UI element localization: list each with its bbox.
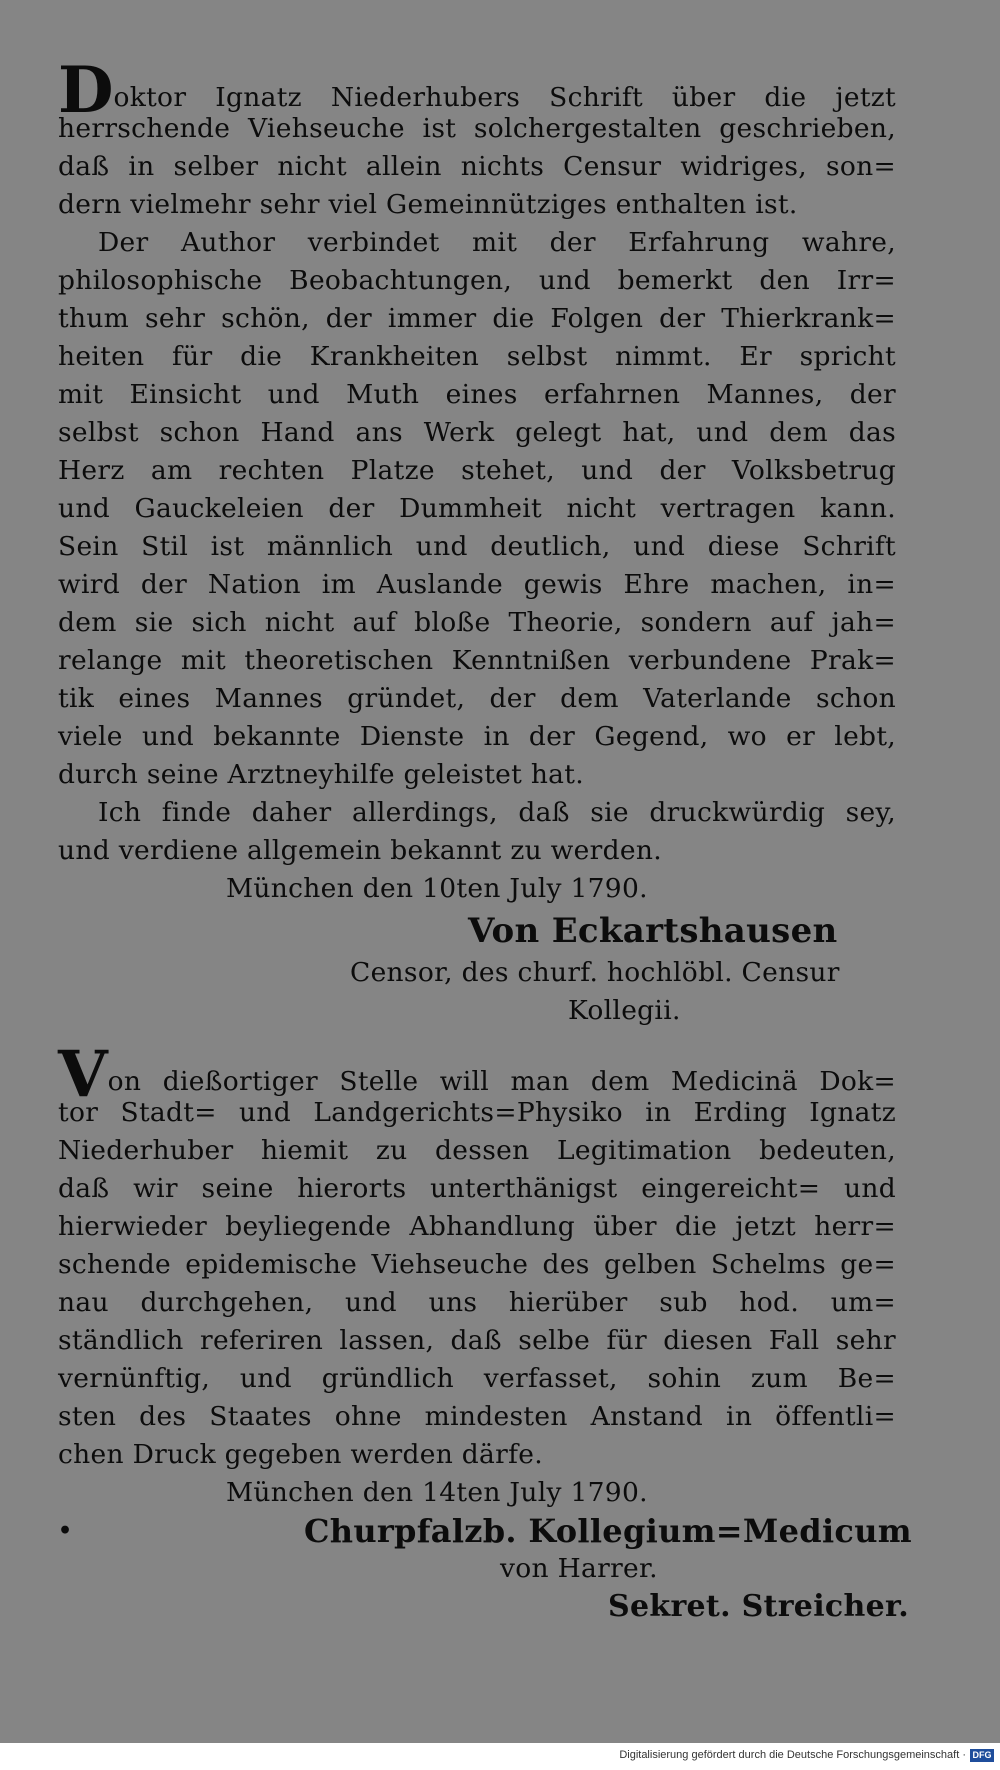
paragraph-2-line: durch seine Arztneyhilfe geleistet hat.	[58, 759, 584, 790]
censor-date: München den 10ten July 1790.	[226, 873, 648, 904]
paragraph-4-line: sten des Staates ohne mindesten Anstand in öffentli=	[58, 1401, 896, 1432]
footer-bar	[0, 1743, 1000, 1770]
censor-name: Von Eckartshausen	[468, 911, 838, 951]
signer-harrer: von Harrer.	[500, 1553, 658, 1584]
censor-title: Censor, des churf. hochlöbl. Censur	[350, 957, 840, 988]
paragraph-2-line: Sein Stil ist männlich und deutlich, und diese Schrift	[58, 531, 896, 562]
paragraph-2-line: wird der Nation im Auslande gewis Ehre machen, in=	[58, 569, 896, 600]
paragraph-4-line: ständlich referiren lassen, daß selbe für diesen Fall sehr	[58, 1325, 896, 1356]
paragraph-2-line: Herz am rechten Platze stehet, und der Volksbetrug	[58, 455, 896, 486]
paragraph-4-line: hierwieder beyliegende Abhandlung über die jetzt herr=	[58, 1211, 896, 1242]
funding-credit: Digitalisierung gefördert durch die Deutsche Forschungsgemeinschaft ·	[619, 1749, 966, 1761]
paragraph-1-line-text: oktor Ignatz Niederhubers Schrift über die jetzt	[113, 82, 896, 113]
college-name	[58, 1512, 912, 1550]
paragraph-4-line: Niederhuber hiemit zu dessen Legitimation bedeuten,	[58, 1135, 896, 1166]
paragraph-2-line: und Gauckeleien der Dummheit nicht vertragen kann.	[58, 493, 896, 524]
paragraph-1-line	[58, 53, 896, 128]
paragraph-2-line: tik eines Mannes gründet, der dem Vaterlande schon	[58, 683, 896, 714]
paragraph-4-line	[58, 1037, 896, 1112]
dfg-logo-icon: DFG	[970, 1749, 994, 1762]
signer-streicher: Sekret. Streicher.	[608, 1589, 910, 1624]
section-gap	[58, 1030, 896, 1056]
paragraph-1-line: herrschende Viehseuche ist solchergestalten geschrieben,	[58, 113, 896, 144]
paragraph-4-line: chen Druck gegeben werden därfe.	[58, 1439, 543, 1470]
paragraph-1-line: dern vielmehr sehr viel Gemeinnütziges enthalten ist.	[58, 189, 798, 220]
medical-date: München den 14ten July 1790.	[226, 1477, 648, 1508]
paragraph-4-line-text: on dießortiger Stelle will man dem Medicinä Dok=	[107, 1066, 896, 1097]
paragraph-2-line: Der Author verbindet mit der Erfahrung wahre,	[98, 227, 896, 258]
paragraph-4-line: vernünftig, und gründlich verfasset, sohin zum Be=	[58, 1363, 896, 1394]
bullet-mark: •	[58, 1518, 73, 1544]
paragraph-4-line: schende epidemische Viehseuche des gelben Schelms ge=	[58, 1249, 896, 1280]
drop-cap-initial: D	[58, 53, 114, 128]
college-name-text: Churpfalzb. Kollegium=Medicum	[304, 1512, 912, 1550]
paragraph-2-line: heiten für die Krankheiten selbst nimmt. Er spricht	[58, 341, 896, 372]
paragraph-1-line: daß in selber nicht allein nichts Censur widriges, son=	[58, 151, 896, 182]
paragraph-4-line: tor Stadt= und Landgerichts=Physiko in Erding Ignatz	[58, 1097, 896, 1128]
paragraph-2-line: mit Einsicht und Muth eines erfahrnen Mannes, der	[58, 379, 896, 410]
paragraph-3-line: Ich finde daher allerdings, daß sie druckwürdig sey,	[98, 797, 896, 828]
paragraph-2-line: relange mit theoretischen Kenntnißen verbundene Prak=	[58, 645, 896, 676]
drop-cap-initial: V	[58, 1037, 108, 1112]
paragraph-2-line: thum sehr schön, der immer die Folgen der Thierkrank=	[58, 303, 896, 334]
censor-title-continued: Kollegii.	[568, 995, 681, 1026]
paragraph-3-line: und verdiene allgemein bekannt zu werden.	[58, 835, 662, 866]
paragraph-2-line: viele und bekannte Dienste in der Gegend, wo er lebt,	[58, 721, 896, 752]
paragraph-2-line: philosophische Beobachtungen, und bemerkt den Irr=	[58, 265, 896, 296]
paragraph-2-line: selbst schon Hand ans Werk gelegt hat, und dem das	[58, 417, 896, 448]
page-text	[58, 53, 912, 1626]
paragraph-4-line: nau durchgehen, und uns hierüber sub hod. um=	[58, 1287, 896, 1318]
paragraph-4-line: daß wir seine hierorts unterthänigst eingereicht= und	[58, 1173, 896, 1204]
paragraph-2-line: dem sie sich nicht auf bloße Theorie, sondern auf jah=	[58, 607, 896, 638]
